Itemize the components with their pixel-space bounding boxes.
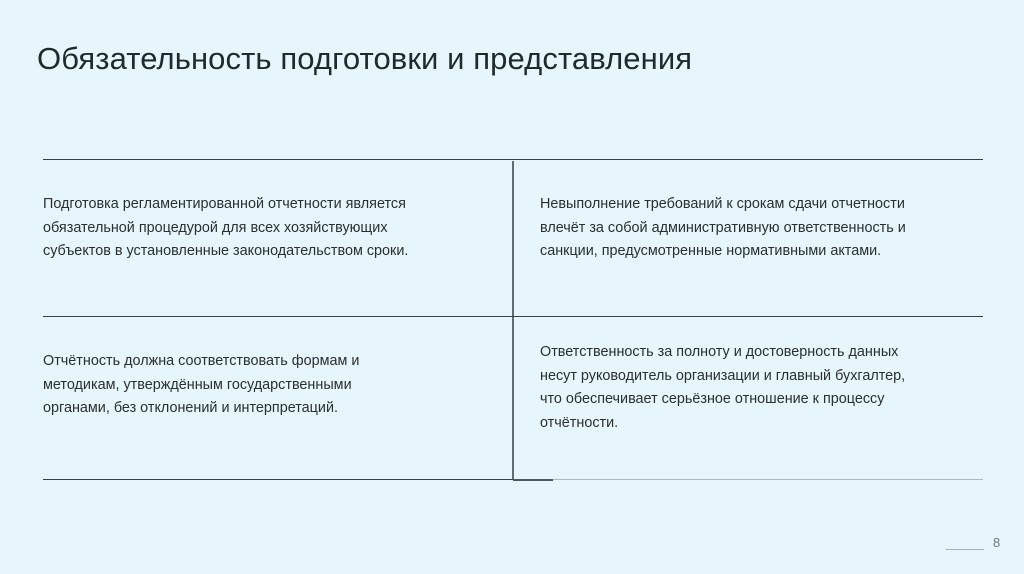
cell-line: органами, без отклонений и интерпретаций.: [43, 400, 338, 416]
table-bottom-divider-left: [43, 479, 513, 480]
cell-line: субъектов в установленные законодательством сроки.: [43, 243, 409, 259]
table-top-divider: [43, 159, 983, 160]
cell-line: методикам, утверждённым государственными: [43, 376, 352, 393]
cell-line: санкции, предусмотренные нормативными актами.: [540, 243, 882, 259]
table-cell-bottom-left: [43, 350, 483, 421]
table-cell-top-right: [540, 193, 980, 264]
cell-line: Отчётность должна соответствовать формам и: [43, 353, 360, 369]
cell-line: несут руководитель организации и главный бухгалтер,: [540, 367, 906, 384]
cell-line: Невыполнение требований к срокам сдачи отчетности: [540, 196, 905, 212]
cell-line: что обеспечивает серьёзное отношение к процессу: [540, 391, 885, 407]
table-bottom-accent: [513, 479, 553, 481]
cell-line: Подготовка регламентированной отчетности является: [43, 196, 406, 212]
cell-line: отчётности.: [540, 414, 619, 431]
cell-line: влечёт за собой административную ответственность и: [540, 219, 906, 236]
cell-line: Ответственность за полноту и достоверность данных: [540, 344, 899, 360]
slide-title: Обязательность подготовки и представления: [37, 41, 693, 76]
table-row-divider-left: [43, 316, 513, 317]
table-bottom-divider-right: [513, 479, 983, 480]
page-number-rule: [946, 549, 984, 550]
table-column-divider: [512, 161, 514, 479]
cell-line: обязательной процедурой для всех хозяйствующих: [43, 219, 388, 236]
page-number: 8: [993, 535, 1001, 550]
table-cell-top-left: [43, 193, 483, 264]
table-row-divider-right: [513, 316, 983, 317]
table-cell-bottom-right: [540, 341, 980, 435]
